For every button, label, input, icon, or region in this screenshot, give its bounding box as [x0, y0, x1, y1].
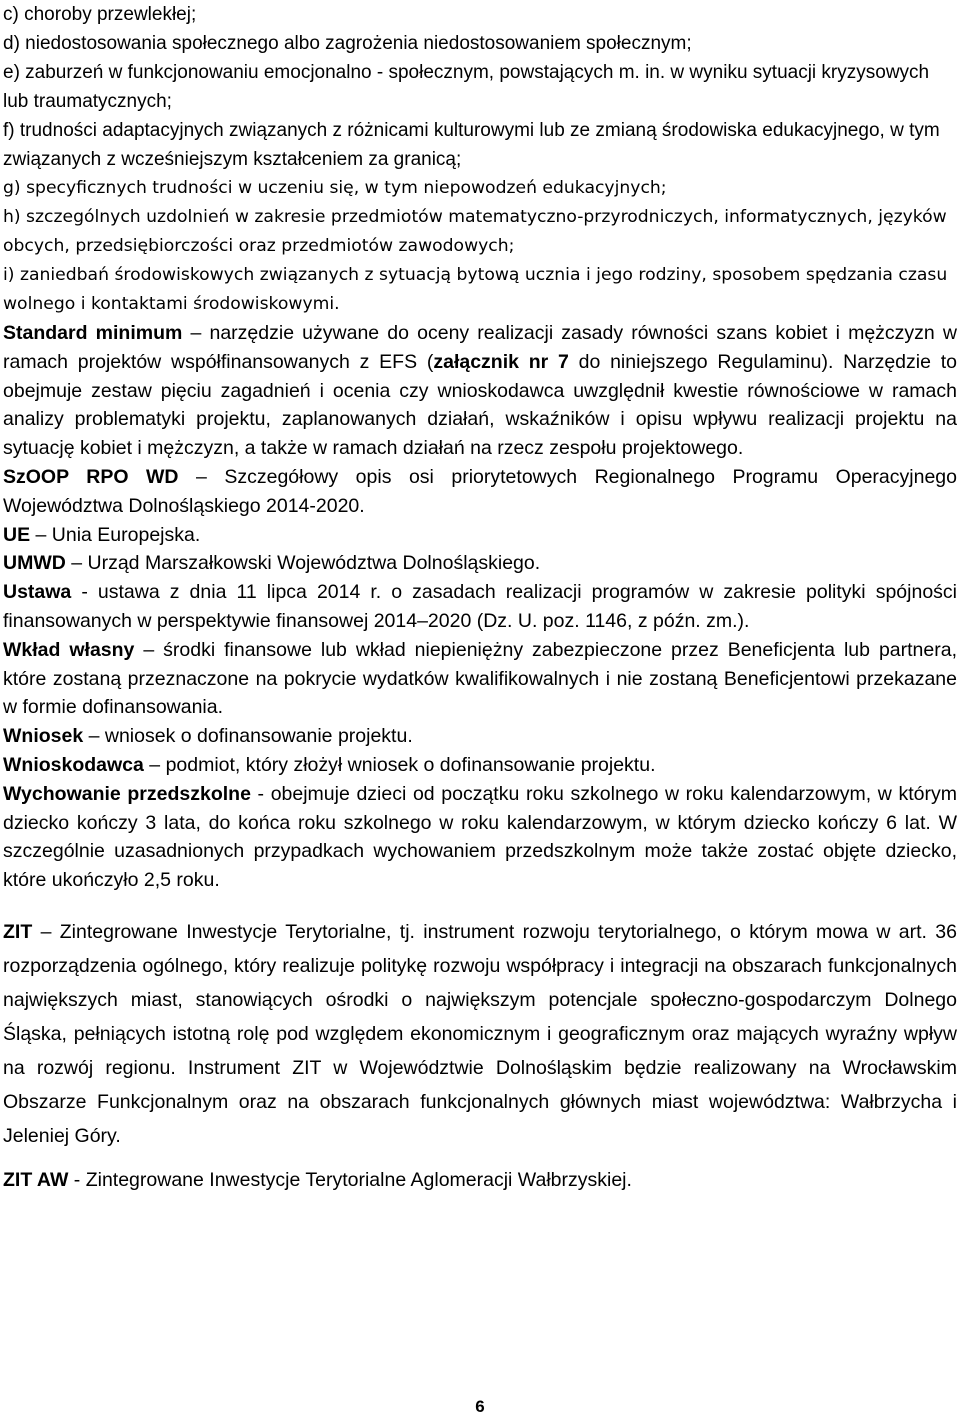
definition-separator: – — [30, 523, 52, 546]
definition-wychowanie-przedszkolne — [3, 780, 957, 895]
definition-separator: – — [32, 920, 60, 943]
definition-text-continued: do niniejszego Regulaminu). Narzędzie to obejmuje zestaw pięciu zagadnień i ocenia czy wnioskodawca uwzględnił kwestie równościowe w ramach analizy problematyki projektu, zaplanowanych działań, wskaźników i opisu wpływu realizacji projektu na sytuację kobiet i mężczyzn, a także w ramach działań na rzecz zespołu projektowego. — [3, 350, 957, 460]
definition-term: Wniosek — [3, 725, 84, 748]
definition-separator: - — [250, 782, 271, 805]
definition-text: środki finansowe lub wkład niepieniężny zabezpieczone przez Beneficjenta lub partnera, które zostaną przeznaczone na pokrycie wydatków kwalifikowalnych i nie zostaną Beneficjentowi przekazane w formie dofinansowania. — [3, 638, 957, 719]
definition-bold-reference: załącznik nr 7 — [433, 350, 569, 373]
definition-szoop — [3, 463, 957, 521]
definition-wnioskodawca — [3, 751, 957, 780]
definition-text: obejmuje dzieci od początku roku szkolnego w roku kalendarzowym, w którym dziecko kończy 3 lata, do końca roku szkolnego w roku kalendarzowym, w którym dziecko kończy 6 lat. W szczególnie uzasadnionych przypadkach wychowaniem przedszkolnym może także zostać objęte dziecko, które ukończyło 2,5 roku. — [3, 782, 957, 892]
definition-standard-minimum — [3, 319, 957, 463]
definition-term: Wnioskodawca — [3, 753, 144, 776]
definition-text: Szczegółowy opis osi priorytetowych Regionalnego Programu Operacyjnego Województwa Dolnośląskiego 2014-2020. — [3, 465, 957, 517]
list-item: f) trudności adaptacyjnych związanych z różnicami kulturowymi lub ze zmianą środowiska edukacyjnego, w tym związanych z wcześniejszym kształceniem za granicą; — [3, 120, 940, 170]
definition-separator: – — [178, 465, 225, 488]
definition-text: wniosek o dofinansowanie projektu. — [104, 725, 413, 748]
list-item: e) zaburzeń w funkcjonowaniu emocjonalno - społecznym, powstających m. in. w wyniku sytuacji kryzysowych lub traumatycznych; — [3, 62, 930, 112]
definition-wklad-wlasny — [3, 636, 957, 722]
definition-ue — [3, 521, 957, 550]
definition-umwd — [3, 549, 957, 578]
definition-text: Zintegrowane Inwestycje Terytorialne, tj. instrument rozwoju terytorialnego, o którym mowa w art. 36 rozporządzenia ogólnego, który realizuje politykę rozwoju współpracy i integracji na obszarach funkcjonalnych największych miast, stanowiących ośrodki o największym potencjale społeczno-gospodarczym Dolnego Śląska, pełniących istotną rolę pod względem ekonomicznym i geograficznym oraz mających wyraźny wpływ na rozwój regionu. Instrument ZIT w Województwie Dolnośląskim będzie realizowany na Wrocławskim Obszarze Funkcjonalnym oraz na obszarach funkcjonalnych głównych miast województwa: Wałbrzycha i Jeleniej Góry. — [3, 920, 957, 1147]
definition-text: Zintegrowane Inwestycje Terytorialne Aglomeracji Wałbrzyskiej. — [85, 1168, 632, 1191]
definition-text: podmiot, który złożył wniosek o dofinansowanie projektu. — [165, 753, 656, 776]
definition-term: ZIT — [3, 920, 33, 943]
list-item: c) choroby przewlekłej; — [3, 4, 197, 25]
definition-text: ustawa z dnia 11 lipca 2014 r. o zasadach realizacji programów w zakresie polityki spójności finansowanych w perspektywie finansowej 2014–2020 (Dz. U. poz. 1146, z późn. zm.). — [3, 581, 957, 632]
definition-term: Wkład własny — [3, 638, 135, 661]
list-item: g) specyficznych trudności w uczeniu się, w tym niepowodzeń edukacyjnych; — [3, 178, 667, 198]
definition-term: UE — [3, 523, 31, 546]
list-item: h) szczególnych uzdolnień w zakresie przedmiotów matematyczno-przyrodniczych, informatycznych, języków obcych, przedsiębiorczości oraz przedmiotów zawodowych; — [3, 207, 947, 256]
document-body — [3, 0, 957, 1197]
definition-wniosek — [3, 722, 957, 751]
list-item: i) zaniedbań środowiskowych związanych z sytuacją bytową ucznia i jego rodziny, sposobem spędzania czasu wolnego i kontaktami środowiskowymi. — [3, 265, 948, 314]
definition-zit — [3, 915, 957, 1153]
definition-separator: – — [83, 725, 105, 748]
definition-separator: – — [134, 638, 164, 661]
page-number: 6 — [475, 1397, 485, 1416]
definition-term: ZIT AW — [3, 1168, 69, 1191]
definition-ustawa — [3, 578, 957, 636]
definition-separator: - — [68, 1168, 86, 1191]
definition-text: narzędzie używane do oceny realizacji zasady równości szans kobiet i mężczyzn w ramach projektów współfinansowanych z EFS ( — [3, 322, 957, 373]
definition-separator: – — [65, 552, 88, 575]
definition-term: Ustawa — [3, 581, 72, 604]
list-item: d) niedostosowania społecznego albo zagrożenia niedostosowaniem społecznym; — [3, 33, 692, 54]
definition-text: Urząd Marszałkowski Województwa Dolnośląskiego. — [87, 552, 541, 575]
definition-zit-aw — [3, 1163, 957, 1197]
definition-term: Standard minimum — [3, 322, 183, 344]
definition-term: SzOOP RPO WD — [3, 465, 179, 488]
definition-term: Wychowanie przedszkolne — [3, 782, 251, 805]
definition-term: UMWD — [3, 552, 66, 575]
definition-separator: - — [71, 581, 98, 604]
definition-text: Unia Europejska. — [51, 523, 201, 546]
definition-separator: – — [143, 753, 166, 776]
definition-separator: – — [182, 322, 210, 344]
